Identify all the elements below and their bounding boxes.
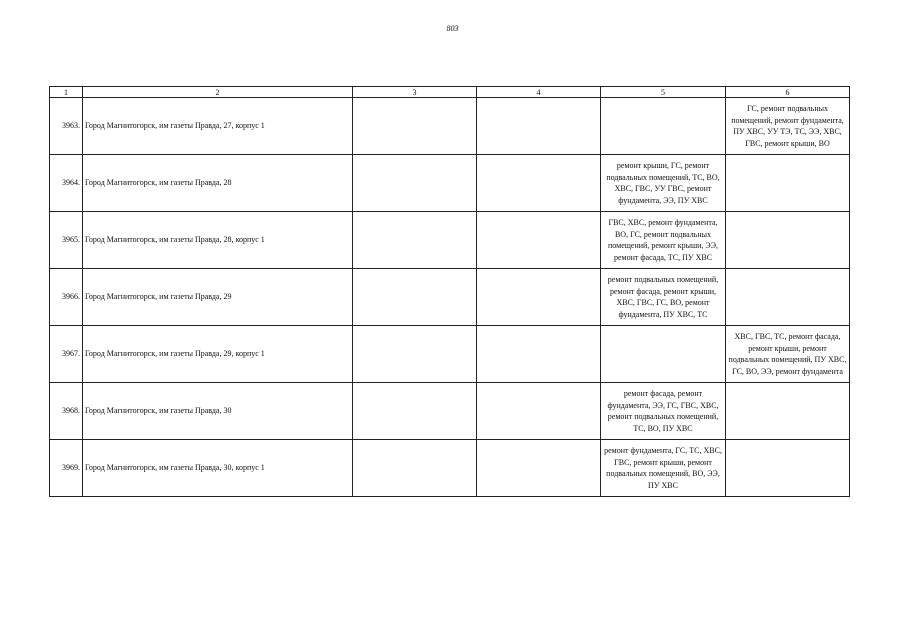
row-col3 xyxy=(353,440,477,497)
row-col5: ремонт фундамента, ГС, ТС, ХВС, ГВС, ремонт крыши, ремонт подвальных помещений, ВО, ЭЭ, ПУ ХВС xyxy=(601,440,726,497)
table-row xyxy=(50,440,850,497)
row-col4 xyxy=(477,98,601,155)
page-number: 803 xyxy=(446,24,459,33)
row-col3 xyxy=(353,212,477,269)
row-col6: ГС, ремонт подвальных помещений, ремонт фундамента, ПУ ХВС, УУ ТЭ, ТС, ЭЭ, ХВС, ГВС, ремонт крыши, ВО xyxy=(726,98,850,155)
column-header-6: 6 xyxy=(726,87,850,98)
row-address: Город Магнитогорск, им газеты Правда, 27, корпус 1 xyxy=(83,98,353,155)
column-header-3: 3 xyxy=(353,87,477,98)
row-col3 xyxy=(353,98,477,155)
row-number: 3964. xyxy=(50,155,83,212)
row-col3 xyxy=(353,383,477,440)
row-address: Город Магнитогорск, им газеты Правда, 30, корпус 1 xyxy=(83,440,353,497)
row-col4 xyxy=(477,155,601,212)
row-col6 xyxy=(726,440,850,497)
row-address: Город Магнитогорск, им газеты Правда, 30 xyxy=(83,383,353,440)
row-col5: ремонт подвальных помещений, ремонт фасада, ремонт крыши, ХВС, ГВС, ГС, ВО, ремонт фундамента, ПУ ХВС, ТС xyxy=(601,269,726,326)
table-row xyxy=(50,326,850,383)
table-row xyxy=(50,155,850,212)
row-number: 3963. xyxy=(50,98,83,155)
row-col4 xyxy=(477,326,601,383)
row-col3 xyxy=(353,155,477,212)
table-row xyxy=(50,212,850,269)
row-col5: ремонт крыши, ГС, ремонт подвальных помещений, ТС, ВО, ХВС, ГВС, УУ ГВС, ремонт фундамента, ЭЭ, ПУ ХВС xyxy=(601,155,726,212)
row-col4 xyxy=(477,212,601,269)
column-header-2: 2 xyxy=(83,87,353,98)
row-col6 xyxy=(726,269,850,326)
row-col6: ХВС, ГВС, ТС, ремонт фасада, ремонт крыши, ремонт подвальных помещений, ПУ ХВС, ГС, ВО, ЭЭ, ремонт фундамента xyxy=(726,326,850,383)
row-number: 3968. xyxy=(50,383,83,440)
row-col6 xyxy=(726,212,850,269)
row-col6 xyxy=(726,383,850,440)
row-number: 3966. xyxy=(50,269,83,326)
table-row xyxy=(50,383,850,440)
row-address: Город Магнитогорск, им газеты Правда, 28 xyxy=(83,155,353,212)
row-number: 3969. xyxy=(50,440,83,497)
row-col5 xyxy=(601,98,726,155)
row-col4 xyxy=(477,440,601,497)
row-col3 xyxy=(353,326,477,383)
row-col4 xyxy=(477,383,601,440)
row-address: Город Магнитогорск, им газеты Правда, 29, корпус 1 xyxy=(83,326,353,383)
row-col3 xyxy=(353,269,477,326)
column-header-5: 5 xyxy=(601,87,726,98)
table-row xyxy=(50,98,850,155)
column-header-4: 4 xyxy=(477,87,601,98)
row-number: 3965. xyxy=(50,212,83,269)
row-col5 xyxy=(601,326,726,383)
table-row xyxy=(50,269,850,326)
row-number: 3967. xyxy=(50,326,83,383)
column-header-1: 1 xyxy=(50,87,83,98)
row-col5: ГВС, ХВС, ремонт фундамента, ВО, ГС, ремонт подвальных помещений, ремонт крыши, ЭЭ, ремонт фасада, ТС, ПУ ХВС xyxy=(601,212,726,269)
row-col6 xyxy=(726,155,850,212)
row-address: Город Магнитогорск, им газеты Правда, 29 xyxy=(83,269,353,326)
row-col5: ремонт фасада, ремонт фундамента, ЭЭ, ГС, ГВС, ХВС, ремонт подвальных помещений, ТС, ВО, ПУ ХВС xyxy=(601,383,726,440)
table-header-row xyxy=(50,87,850,98)
address-table xyxy=(49,86,850,497)
row-col4 xyxy=(477,269,601,326)
row-address: Город Магнитогорск, им газеты Правда, 28, корпус 1 xyxy=(83,212,353,269)
